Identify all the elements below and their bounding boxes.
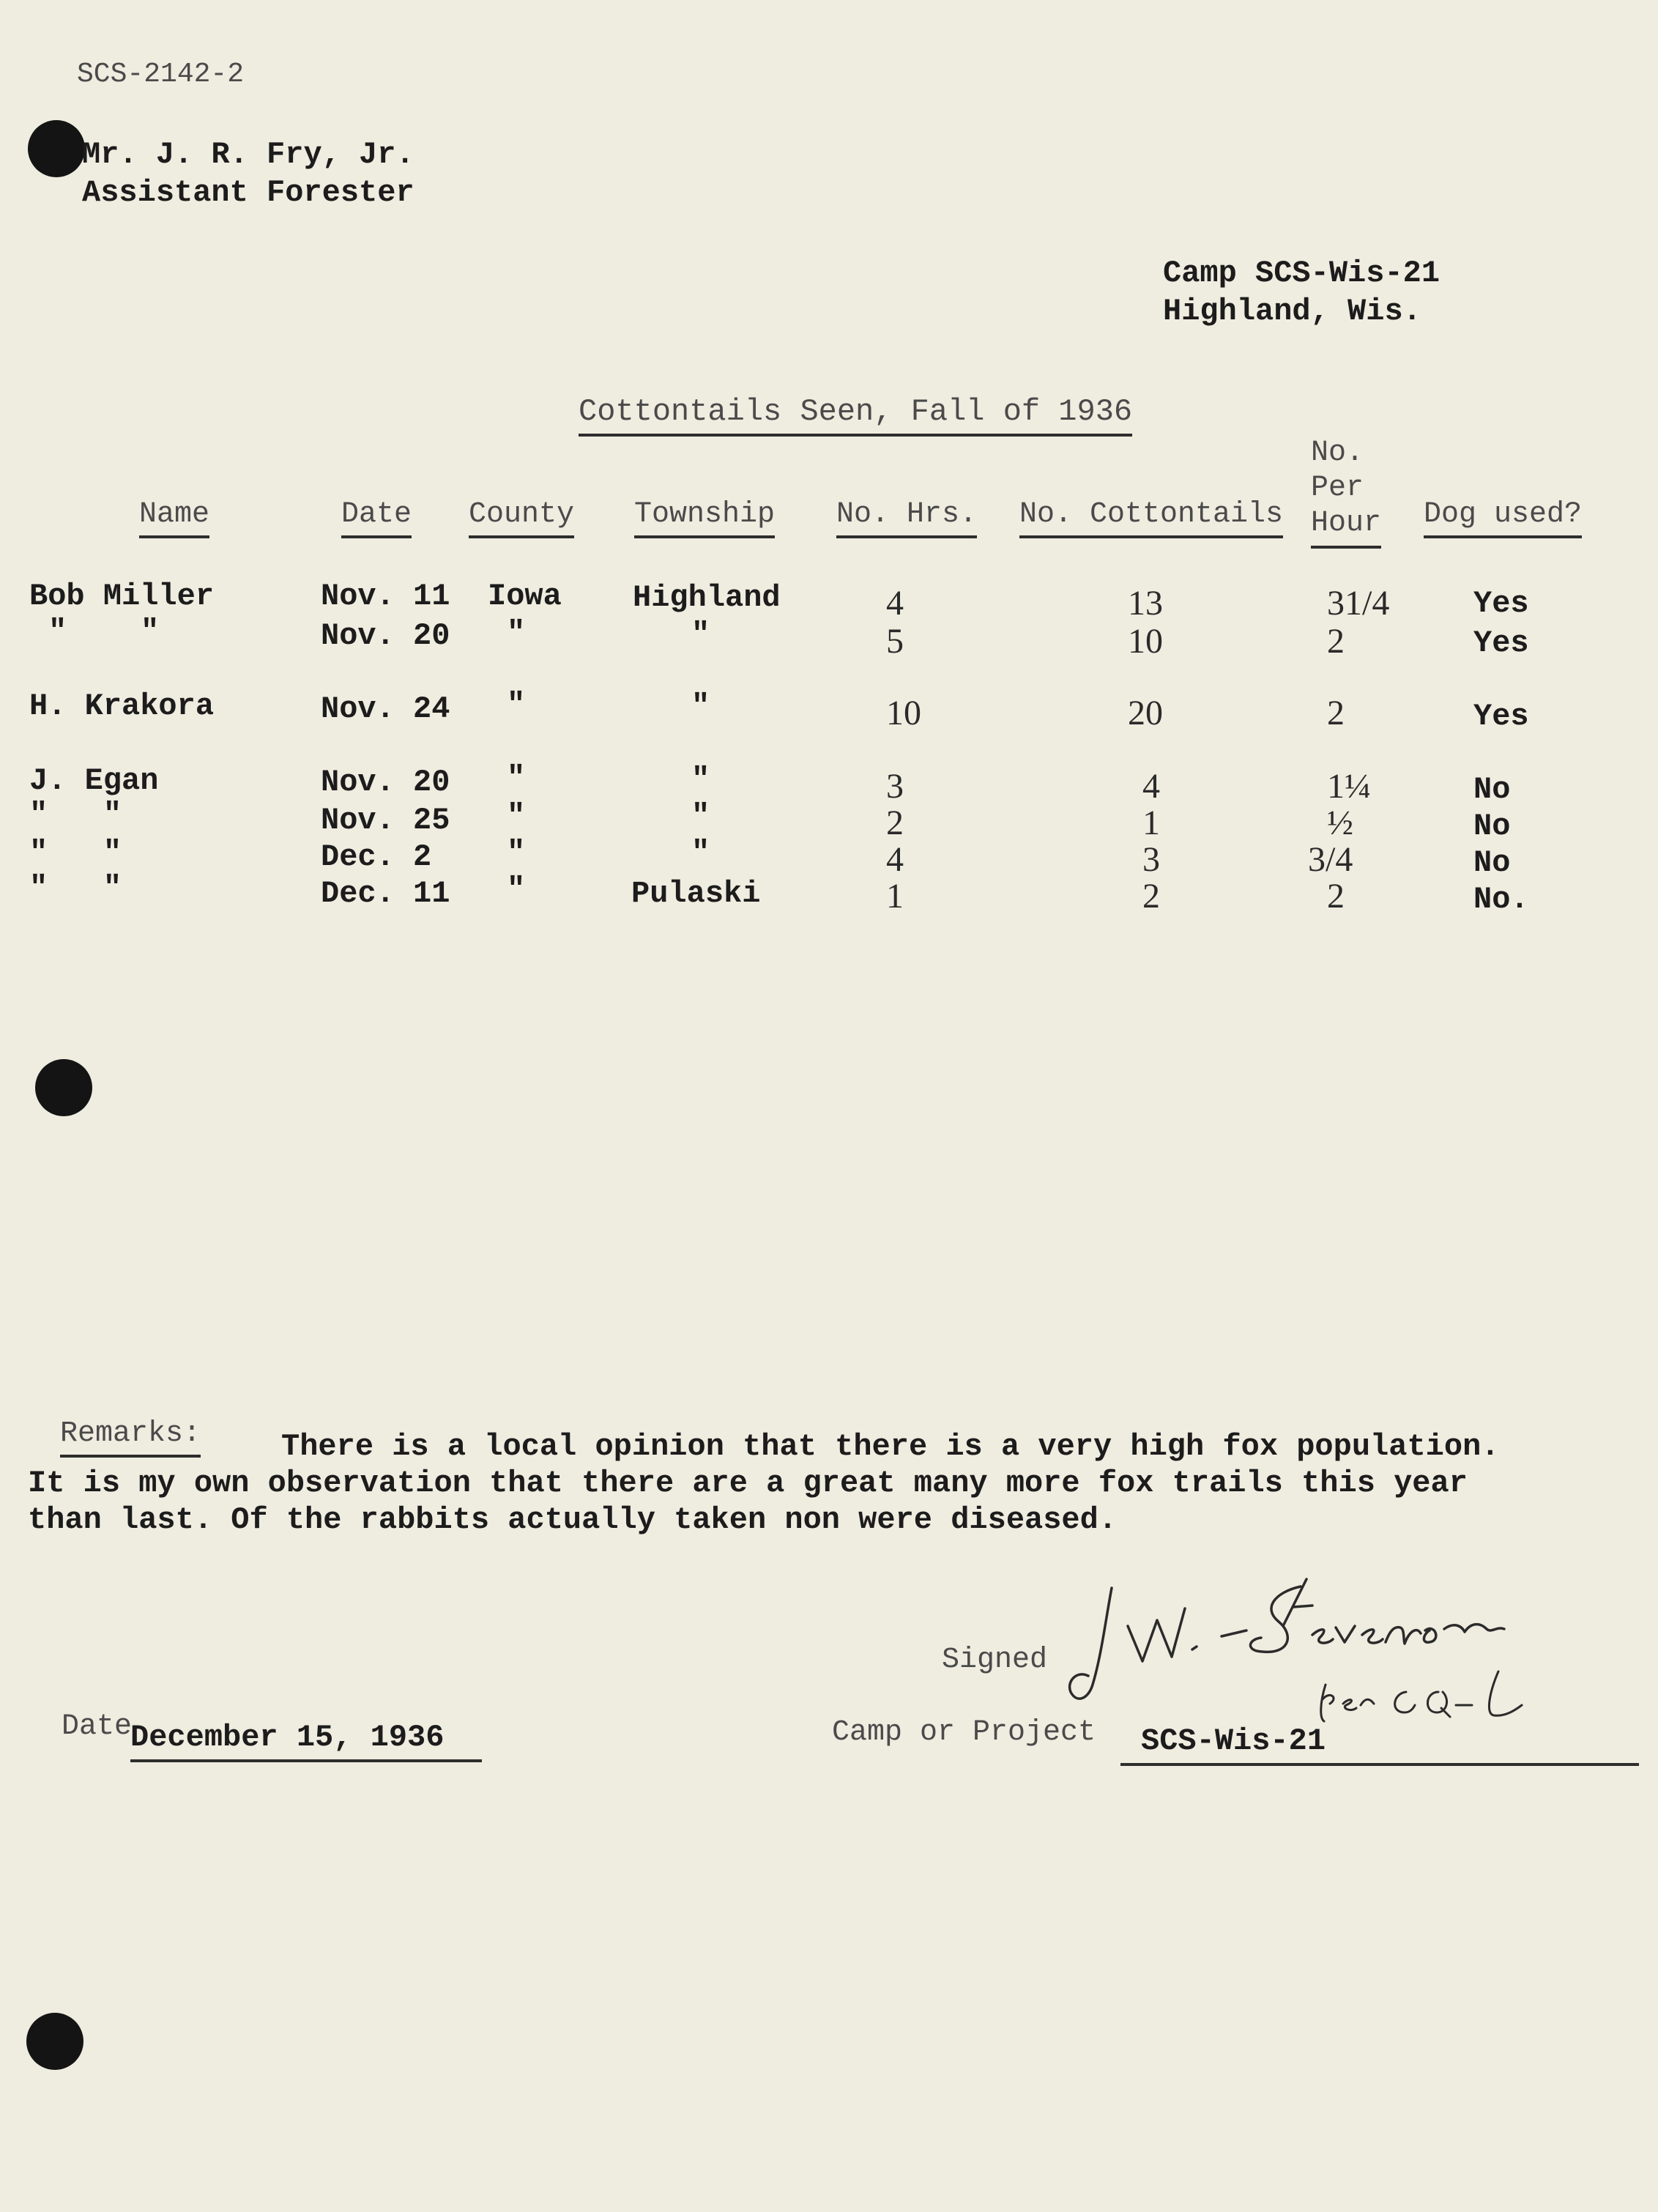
cell-cottontails: 10 bbox=[1128, 622, 1163, 661]
header-cottontails: No. Cottontails bbox=[1019, 498, 1283, 538]
cell-date: Dec. 11 bbox=[321, 876, 450, 911]
cell-name: " " bbox=[29, 797, 122, 832]
header-township: Township bbox=[634, 498, 775, 538]
cell-cottontails: 3 bbox=[1142, 840, 1160, 879]
cell-dog: No. bbox=[1473, 882, 1529, 917]
header-rate bbox=[1311, 436, 1381, 549]
header-name: Name bbox=[139, 498, 209, 538]
addressee-name: Mr. J. R. Fry, Jr. bbox=[82, 137, 414, 172]
cell-dog: Yes bbox=[1473, 626, 1529, 661]
cell-date: Nov. 20 bbox=[321, 618, 450, 653]
cell-dog: No bbox=[1473, 772, 1511, 807]
cell-rate: 31/4 bbox=[1327, 584, 1390, 623]
cell-dog: Yes bbox=[1473, 586, 1529, 621]
project-value: SCS-Wis-21 bbox=[1120, 1723, 1639, 1766]
punch-hole-bottom bbox=[26, 2013, 83, 2070]
camp-name: Camp SCS-Wis-21 bbox=[1163, 256, 1440, 291]
cell-cottontails: 2 bbox=[1142, 877, 1160, 916]
cell-county: Iowa bbox=[488, 579, 562, 614]
cell-rate: 2 bbox=[1327, 622, 1345, 661]
cell-township: Pulaski bbox=[631, 876, 761, 911]
cell-cottontails: 20 bbox=[1128, 694, 1163, 732]
cell-hours: 4 bbox=[886, 584, 904, 623]
header-rate-line1: No. bbox=[1311, 437, 1364, 470]
cell-dog: Yes bbox=[1473, 699, 1529, 734]
cell-date: Nov. 11 bbox=[321, 579, 450, 614]
cell-date: Nov. 20 bbox=[321, 765, 450, 800]
cell-name: " " bbox=[48, 614, 160, 649]
cell-hours: 2 bbox=[886, 803, 904, 842]
date-value: December 15, 1936 bbox=[130, 1720, 482, 1762]
cell-rate: 2 bbox=[1327, 694, 1345, 732]
cell-rate: 1¼ bbox=[1327, 767, 1371, 806]
punch-hole-top bbox=[28, 120, 85, 177]
cell-name: J. Egan bbox=[29, 763, 159, 798]
cell-dog: No bbox=[1473, 845, 1511, 880]
cell-hours: 4 bbox=[886, 840, 904, 879]
addressee-title: Assistant Forester bbox=[82, 175, 414, 210]
header-rate-line3: Hour bbox=[1311, 506, 1381, 549]
header-date: Date bbox=[341, 498, 412, 538]
cell-name: " " bbox=[29, 835, 122, 870]
cell-dog: No bbox=[1473, 809, 1511, 844]
cell-cottontails: 4 bbox=[1142, 767, 1160, 806]
cell-township: Highland bbox=[633, 580, 781, 615]
header-rate-line2: Per bbox=[1311, 472, 1364, 505]
cell-county: " bbox=[507, 835, 526, 870]
cell-date: Dec. 2 bbox=[321, 839, 432, 875]
signed-label: Signed bbox=[942, 1644, 1048, 1677]
cell-county: " bbox=[507, 687, 526, 722]
camp-block bbox=[1163, 254, 1440, 330]
header-county: County bbox=[469, 498, 574, 538]
cell-township: " bbox=[691, 835, 710, 870]
date-label: Date bbox=[62, 1710, 133, 1743]
file-code: SCS-2142-2 bbox=[77, 59, 245, 90]
remarks-label: Remarks: bbox=[60, 1417, 201, 1458]
cell-rate: 2 bbox=[1327, 877, 1345, 916]
cell-county: " bbox=[507, 760, 526, 795]
cell-date: Nov. 24 bbox=[321, 691, 450, 727]
punch-hole-middle bbox=[35, 1059, 92, 1116]
signature-image bbox=[1055, 1575, 1553, 1729]
cell-county: " bbox=[507, 872, 526, 907]
cell-cottontails: 13 bbox=[1128, 584, 1163, 623]
cell-date: Nov. 25 bbox=[321, 803, 450, 838]
cell-hours: 5 bbox=[886, 622, 904, 661]
cell-name: " " bbox=[29, 870, 122, 905]
cell-name: Bob Miller bbox=[29, 579, 215, 614]
document-title: Cottontails Seen, Fall of 1936 bbox=[579, 394, 1132, 437]
cell-rate: ½ bbox=[1327, 803, 1353, 842]
cell-cottontails: 1 bbox=[1142, 803, 1160, 842]
project-label: Camp or Project bbox=[832, 1716, 1096, 1749]
cell-township: " bbox=[691, 617, 710, 652]
cell-hours: 3 bbox=[886, 767, 904, 806]
cell-township: " bbox=[691, 798, 710, 834]
cell-county: " bbox=[507, 798, 526, 834]
cell-rate: 3/4 bbox=[1308, 840, 1353, 879]
remarks-text bbox=[28, 1428, 1507, 1538]
cell-county: " bbox=[507, 615, 526, 650]
cell-hours: 10 bbox=[886, 694, 921, 732]
cell-township: " bbox=[691, 762, 710, 797]
header-hours: No. Hrs. bbox=[836, 498, 977, 538]
addressee-block bbox=[82, 136, 414, 212]
remarks-body: There is a local opinion that there is a very high fox population. It is my own observation that there are a great many more fox trails this year than last. Of the rabbits actually taken non were diseased. bbox=[28, 1429, 1500, 1537]
header-dog: Dog used? bbox=[1424, 498, 1582, 538]
cell-hours: 1 bbox=[886, 877, 904, 916]
cell-township: " bbox=[691, 689, 710, 724]
cell-name: H. Krakora bbox=[29, 689, 215, 724]
camp-location: Highland, Wis. bbox=[1163, 294, 1421, 329]
